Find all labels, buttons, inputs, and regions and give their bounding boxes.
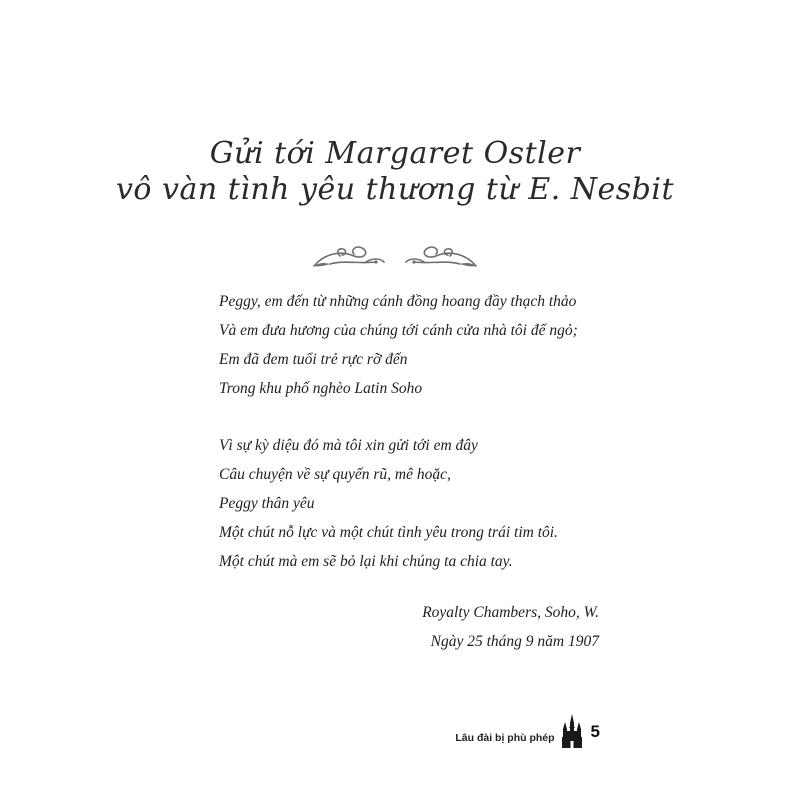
poem-line: Một chút nỗ lực và một chút tình yêu trong trái tim tôi. — [219, 524, 558, 541]
poem-line: Peggy thân yêu — [219, 495, 315, 512]
signature-block — [422, 598, 599, 656]
poem-stanza-1 — [219, 287, 639, 403]
signature-place: Royalty Chambers, Soho, W. — [422, 604, 599, 621]
page-number: 5 — [590, 722, 600, 741]
poem-line: Và em đưa hương của chúng tới cánh cửa nhà tôi để ngỏ; — [219, 322, 578, 339]
poem-line: Một chút mà em sẽ bỏ lại khi chúng ta chia tay. — [219, 553, 513, 570]
poem-line: Trong khu phố nghèo Latin Soho — [219, 380, 423, 397]
running-book-title: Lâu đài bị phù phép — [455, 732, 555, 744]
dedication-line-2: vô vàn tình yêu thương từ E. Nesbit — [115, 172, 675, 207]
poem-line: Peggy, em đến từ những cánh đồng hoang đầy thạch thảo — [219, 293, 577, 310]
poem-line: Vì sự kỳ diệu đó mà tôi xin gửi tới em đây — [219, 437, 478, 454]
page-footer — [455, 708, 600, 748]
dedication-line-1: Gửi tới Margaret Ostler — [209, 136, 581, 171]
flourish-ornament-icon — [310, 238, 480, 272]
poem-line: Em đã đem tuổi trẻ rực rỡ đến — [219, 351, 408, 368]
signature-date: Ngày 25 tháng 9 năm 1907 — [430, 633, 599, 650]
poem-line: Câu chuyện về sự quyến rũ, mê hoặc, — [219, 466, 451, 483]
poem — [219, 287, 639, 576]
poem-stanza-2 — [219, 431, 639, 576]
castle-icon — [561, 714, 583, 748]
